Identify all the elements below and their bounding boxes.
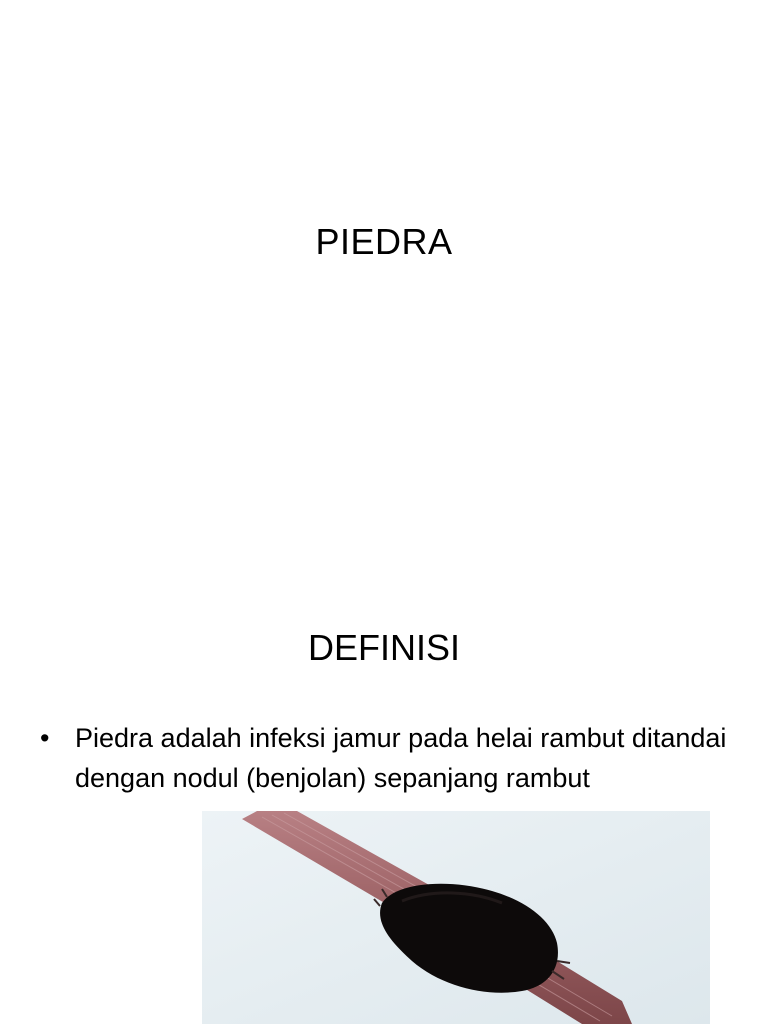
bullet-dot-icon: •: [40, 723, 50, 753]
micrograph-image: [202, 811, 710, 1024]
bullet-text: Piedra adalah infeksi jamur pada helai rambut ditandai dengan nodul (benjolan) sepanjang rambut: [75, 723, 727, 793]
bullet-list: [40, 718, 730, 798]
hair-nodule-micrograph: [202, 811, 710, 1024]
slide-definition: [0, 512, 768, 1024]
bullet-item: [40, 718, 730, 798]
definition-heading: DEFINISI: [307, 627, 460, 668]
slide-title-heading: PIEDRA: [315, 221, 453, 262]
